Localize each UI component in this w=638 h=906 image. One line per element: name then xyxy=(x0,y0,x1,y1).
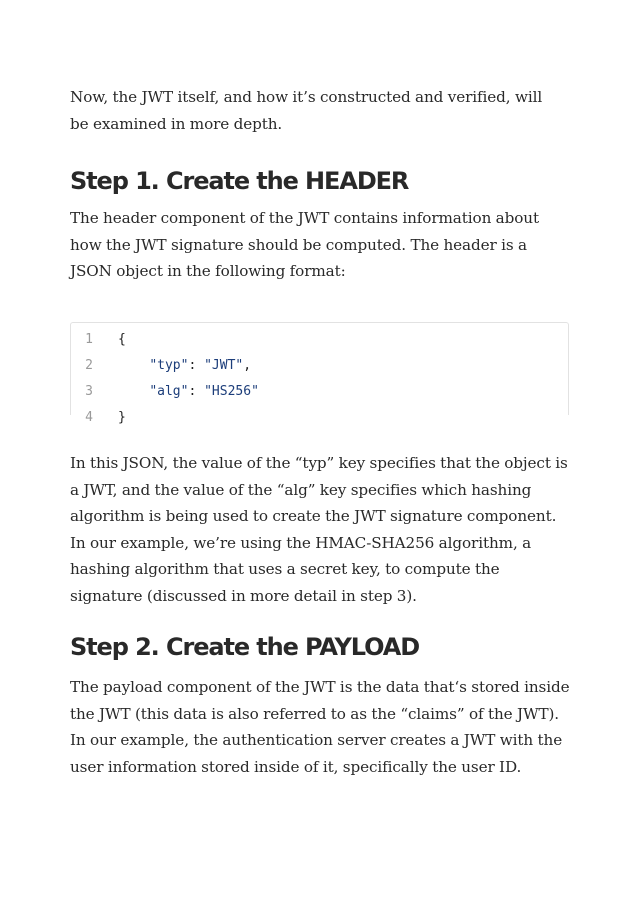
code-brace-close: } xyxy=(118,409,126,425)
step1-heading: Step 1. Create the HEADER xyxy=(70,167,409,195)
line-number: 2 xyxy=(85,357,93,373)
code-value: "HS256" xyxy=(204,383,259,399)
json-explanation-paragraph: In this JSON, the value of the “typ” key specifies that the object is a JWT, and the value of the “alg” key specifies which hashing algorithm is being used to create the JWT signature component. In our example, we’re using the HMAC-SHA256 algorithm, a hashing algorithm that uses a secret key, to compute the signature (discussed in more detail in step 3). xyxy=(70,454,568,605)
line-number: 4 xyxy=(85,409,93,425)
step2-heading: Step 2. Create the PAYLOAD xyxy=(70,633,420,661)
code-key: "alg" xyxy=(149,383,189,399)
code-text xyxy=(118,332,126,347)
code-separator: : xyxy=(188,357,205,373)
code-text xyxy=(118,358,251,373)
code-block[interactable] xyxy=(70,322,569,425)
code-key: "typ" xyxy=(149,357,189,373)
code-brace-open: { xyxy=(118,331,126,347)
line-number: 1 xyxy=(85,331,93,347)
code-line xyxy=(71,378,568,404)
payload-paragraph: The payload component of the JWT is the data that‘s stored inside the JWT (this data is also referred to as the “claims” of the JWT). In our example, the authentication server creates a JWT with the user information stored inside of it, specifically the user ID. xyxy=(70,678,570,776)
code-line xyxy=(71,326,568,352)
header-paragraph: The header component of the JWT contains information about how the JWT signature should be computed. The header is a JSON object in the following format: xyxy=(70,209,539,280)
code-line xyxy=(71,404,568,430)
code-value: "JWT" xyxy=(204,357,244,373)
code-trailing-comma: , xyxy=(243,357,252,373)
code-line xyxy=(71,352,568,378)
line-number: 3 xyxy=(85,383,93,399)
code-separator: : xyxy=(188,383,205,399)
intro-paragraph: Now, the JWT itself, and how it’s constructed and verified, will be examined in more depth. xyxy=(70,88,543,133)
code-text xyxy=(118,410,126,425)
code-text xyxy=(118,384,259,399)
